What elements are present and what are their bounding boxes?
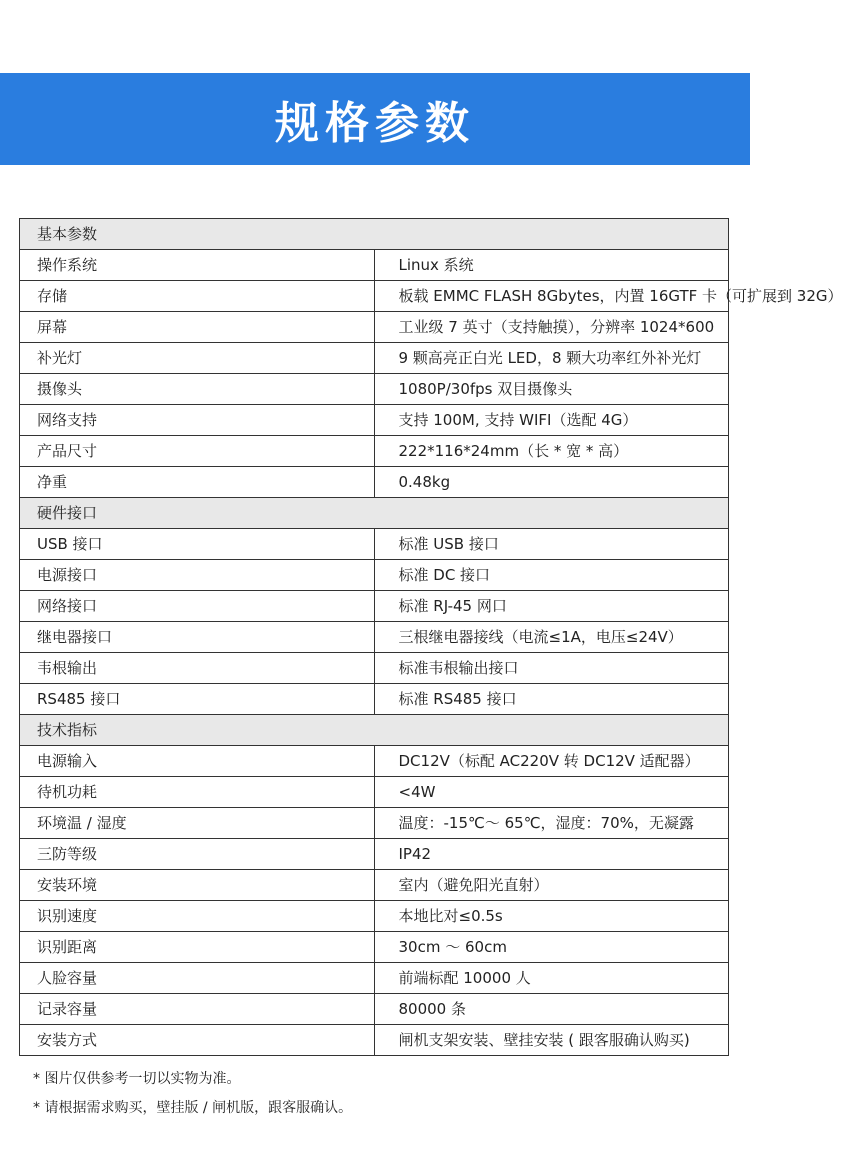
section-heading: 技术指标	[20, 715, 729, 746]
row-key: 人脸容量	[20, 963, 375, 994]
table-row	[20, 312, 729, 343]
row-key: 屏幕	[20, 312, 375, 343]
row-value: 标准 DC 接口	[374, 560, 729, 591]
row-key: 净重	[20, 467, 375, 498]
row-value: 工业级 7 英寸（支持触摸），分辨率 1024*600	[374, 312, 729, 343]
row-key: 安装方式	[20, 1025, 375, 1056]
table-row	[20, 250, 729, 281]
row-value: Linux 系统	[374, 250, 729, 281]
table-row	[20, 467, 729, 498]
section-header-technical	[20, 715, 729, 746]
table-row	[20, 808, 729, 839]
spec-table-body	[20, 219, 843, 1056]
table-row	[20, 839, 729, 870]
row-value: 标准 USB 接口	[374, 529, 729, 560]
row-key: RS485 接口	[20, 684, 375, 715]
row-key: 电源输入	[20, 746, 375, 777]
section-heading: 基本参数	[20, 219, 729, 250]
row-value: 三根继电器接线（电流≤1A，电压≤24V）	[374, 622, 729, 653]
row-value: 温度：-15℃～ 65℃，湿度：70%，无凝露	[374, 808, 729, 839]
row-key: 网络支持	[20, 405, 375, 436]
row-key: USB 接口	[20, 529, 375, 560]
row-key: 摄像头	[20, 374, 375, 405]
table-row	[20, 746, 729, 777]
row-value: 30cm ～ 60cm	[374, 932, 729, 963]
table-row	[20, 653, 729, 684]
row-key: 产品尺寸	[20, 436, 375, 467]
row-value: 标准 RS485 接口	[374, 684, 729, 715]
row-value: 标准 RJ-45 网口	[374, 591, 729, 622]
footnotes	[33, 1068, 352, 1126]
table-row	[20, 374, 729, 405]
row-key: 安装环境	[20, 870, 375, 901]
row-key: 存储	[20, 281, 375, 312]
table-row	[20, 932, 729, 963]
row-key: 三防等级	[20, 839, 375, 870]
table-row	[20, 343, 729, 374]
table-row	[20, 1025, 729, 1056]
table-row	[20, 870, 729, 901]
table-row	[20, 963, 729, 994]
row-key: 网络接口	[20, 591, 375, 622]
row-key: 韦根输出	[20, 653, 375, 684]
row-value: 本地比对≤0.5s	[374, 901, 729, 932]
footnote: * 请根据需求购买，壁挂版 / 闸机版，跟客服确认。	[33, 1100, 353, 1116]
table-row	[20, 560, 729, 591]
table-row	[20, 994, 729, 1025]
row-value: 0.48kg	[374, 467, 729, 498]
row-key: 电源接口	[20, 560, 375, 591]
footnote: * 图片仅供参考一切以实物为准。	[33, 1071, 241, 1087]
table-row	[20, 901, 729, 932]
row-key: 待机功耗	[20, 777, 375, 808]
spec-table	[19, 218, 843, 1056]
row-key: 操作系统	[20, 250, 375, 281]
row-value: 80000 条	[374, 994, 729, 1025]
section-header-hardware	[20, 498, 729, 529]
table-row	[20, 777, 729, 808]
table-row	[20, 684, 729, 715]
table-row	[20, 591, 729, 622]
section-header-basic	[20, 219, 729, 250]
row-value: 室内（避免阳光直射）	[374, 870, 729, 901]
table-row	[20, 622, 729, 653]
table-row	[20, 529, 729, 560]
row-value: 前端标配 10000 人	[374, 963, 729, 994]
row-value: 闸机支架安装、壁挂安装 ( 跟客服确认购买)	[374, 1025, 729, 1056]
table-row	[20, 436, 729, 467]
row-key: 补光灯	[20, 343, 375, 374]
title-banner	[0, 73, 750, 165]
row-value: <4W	[374, 777, 729, 808]
table-row	[20, 281, 729, 312]
row-value: 9 颗高亮正白光 LED，8 颗大功率红外补光灯	[374, 343, 729, 374]
section-heading: 硬件接口	[20, 498, 729, 529]
row-key: 继电器接口	[20, 622, 375, 653]
row-value: 222*116*24mm（长 * 宽 * 高）	[374, 436, 729, 467]
row-key: 记录容量	[20, 994, 375, 1025]
row-value: DC12V（标配 AC220V 转 DC12V 适配器）	[374, 746, 729, 777]
row-value: 标准韦根输出接口	[374, 653, 729, 684]
table-row	[20, 405, 729, 436]
row-key: 识别速度	[20, 901, 375, 932]
row-key: 环境温 / 湿度	[20, 808, 375, 839]
row-value: 支持 100M, 支持 WIFI（选配 4G）	[374, 405, 729, 436]
row-value: IP42	[374, 839, 729, 870]
page-title: 规格参数	[275, 98, 475, 149]
row-key: 识别距离	[20, 932, 375, 963]
row-value: 板载 EMMC FLASH 8Gbytes，内置 16GTF 卡（可扩展到 32G）	[374, 281, 729, 312]
row-value: 1080P/30fps 双目摄像头	[374, 374, 729, 405]
